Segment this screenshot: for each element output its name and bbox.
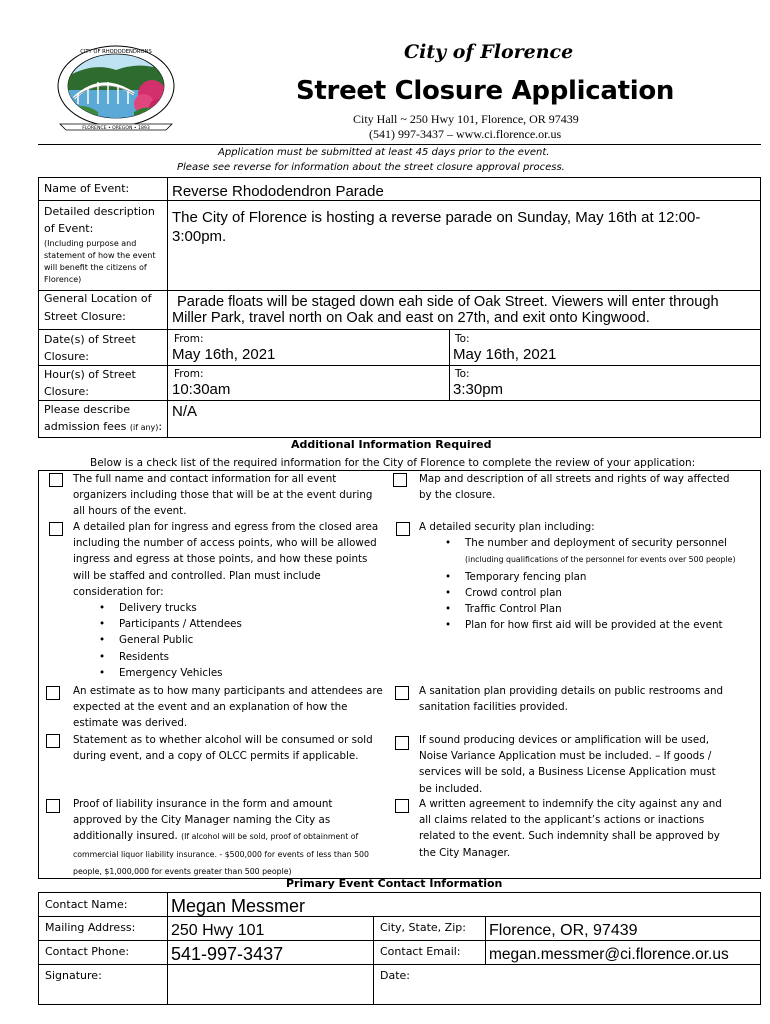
page-title: Street Closure Application (296, 76, 675, 106)
city-contact: (541) 997-3437 – www.ci.florence.or.us (369, 127, 562, 141)
signature-field[interactable] (170, 966, 370, 1002)
location-value[interactable]: Parade floats will be staged down eah side of Oak Street. Viewers will enter through Miller Park, travel north on Oak and east on 27th, and exit onto Kingwood. (172, 294, 719, 326)
checkbox-organizers[interactable] (49, 473, 63, 487)
checkbox-alcohol[interactable] (46, 734, 60, 748)
checkbox-sanitation[interactable] (395, 686, 409, 700)
bullet-delivery-trucks: • Delivery trucks (119, 600, 383, 616)
date-from-value[interactable]: May 16th, 2021 (172, 346, 276, 363)
hours-from-label: From: (174, 368, 204, 380)
city-state-zip-label: City, State, Zip: (380, 921, 466, 934)
checklist-item-alcohol: Statement as to whether alcohol will be consumed or sold during event, and a copy of OLCC permits if applicable. (73, 734, 373, 763)
checkbox-indemnity[interactable] (395, 799, 409, 813)
description-sub-label: (Including purpose and statement of how the event will benefit the citizens of Florence) (44, 239, 156, 284)
date-to-value[interactable]: May 16th, 2021 (453, 346, 557, 363)
ingress-plan-text: A detailed plan for ingress and egress from the closed area including the number of access points, who will be allowed ingress and egress at those points, and how these points will be staffed and controlled. Plan must include consideration for: (73, 521, 379, 598)
seal-ring-text: CITY OF RHODODENDRONS (80, 49, 152, 55)
signature-label: Signature: (45, 969, 102, 982)
hour-to-value[interactable]: 3:30pm (453, 381, 504, 398)
contact-name-value[interactable]: Megan Messmer (171, 896, 306, 916)
fees-label-line1: Please describe (44, 403, 131, 416)
checkbox-security-plan[interactable] (396, 522, 410, 536)
contact-section-title: Primary Event Contact Information (286, 877, 503, 890)
checklist-item-sanitation: A sanitation plan providing details on public restrooms and sanitation facilities provided. (419, 685, 724, 714)
fees-label-sub: (if any) (129, 423, 159, 432)
security-personnel-note: (including qualifications of the personnel for events over 500 people) (465, 555, 736, 565)
dates-from-label: From: (174, 333, 204, 345)
submission-note: Application must be submitted at least 45 days prior to the event. (218, 147, 550, 158)
date-field[interactable] (420, 966, 750, 1002)
bullet-security-personnel: • The number and deployment of security personnel (including qualifications of the personnel for events over 500 people) (465, 535, 749, 568)
location-label-line1: General Location of (44, 292, 152, 305)
checklist-item-estimate: An estimate as to how many participants and attendees are expected at the event and an explanation of how the estimate was derived. (73, 685, 383, 730)
description-label-line2: of Event: (44, 222, 94, 235)
hour-from-value[interactable]: 10:30am (172, 381, 231, 398)
checklist-item-indemnity: A written agreement to indemnify the city against any and all claims related to the applicant’s actions or inactions related to the event. Such indemnity shall be approved by the City Manager. (419, 798, 722, 859)
bullet-first-aid: • Plan for how first aid will be provided at the event (465, 617, 749, 633)
checkbox-sound[interactable] (395, 736, 409, 750)
checkbox-insurance[interactable] (46, 799, 60, 813)
description-label-line1: Detailed description (44, 205, 155, 218)
checklist-title: Additional Information Required (291, 438, 492, 451)
insurance-text: Proof of liability insurance in the form and amount approved by the City Manager naming the City as additionally insured. (73, 798, 333, 843)
insurance-small-text: (If alcohol will be sold, proof of obtainment of commercial liquor liability insurance. - $500,000 for events of less than 500 people, $1,000,000 for events greater than 500 people) (73, 832, 369, 876)
dates-label-line2: Closure: (44, 350, 89, 363)
checkbox-estimate[interactable] (46, 686, 60, 700)
checklist-item-organizers: The full name and contact information for all event organizers including those that will be at the event during all hours of the event. (73, 473, 373, 518)
bullet-crowd-control: • Crowd control plan (465, 585, 749, 601)
contact-email-label: Contact Email: (380, 945, 461, 958)
checklist-item-map: Map and description of all streets and rights of way affected by the closure. (419, 473, 730, 502)
checklist-intro: Below is a check list of the required information for the City of Florence to complete the review of your application: (90, 457, 696, 469)
security-plan-text: A detailed security plan including: (419, 521, 595, 533)
city-state-zip-value[interactable]: Florence, OR, 97439 (489, 922, 638, 939)
bullet-residents: • Residents (119, 649, 383, 665)
location-label-line2: Street Closure: (44, 310, 126, 323)
checklist-item-insurance (73, 796, 383, 880)
event-name-value[interactable]: Reverse Rhododendron Parade (172, 183, 384, 200)
mailing-address-value[interactable]: 250 Hwy 101 (171, 922, 265, 939)
contact-name-label: Contact Name: (45, 898, 128, 911)
city-name: City of Florence (404, 41, 574, 63)
checkbox-ingress-plan[interactable] (49, 522, 63, 536)
fees-value[interactable]: N/A (172, 403, 198, 420)
bullet-fencing: • Temporary fencing plan (465, 569, 749, 585)
contact-email-value[interactable]: megan.messmer@ci.florence.or.us (489, 946, 729, 963)
bullet-traffic-control: • Traffic Control Plan (465, 601, 749, 617)
dates-to-label: To: (455, 333, 470, 345)
date-label: Date: (380, 969, 410, 982)
dates-label-line1: Date(s) of Street (44, 333, 136, 346)
fees-label-line2: admission fees (44, 420, 127, 433)
bullet-general-public: • General Public (119, 632, 383, 648)
city-address: City Hall ~ 250 Hwy 101, Florence, OR 97439 (353, 112, 579, 126)
hours-label-line2: Closure: (44, 385, 89, 398)
mailing-address-label: Mailing Address: (45, 921, 136, 934)
bullet-emergency-vehicles: • Emergency Vehicles (119, 665, 383, 681)
hours-label-line1: Hour(s) of Street (44, 368, 136, 381)
description-value[interactable]: The City of Florence is hosting a reverse parade on Sunday, May 16th at 12:00-3:00pm. (172, 209, 701, 245)
checklist-item-security-plan (419, 519, 749, 633)
checkbox-map[interactable] (393, 473, 407, 487)
bullet-participants: • Participants / Attendees (119, 616, 383, 632)
city-seal-logo (54, 42, 182, 138)
contact-phone-value[interactable]: 541-997-3437 (171, 944, 284, 964)
reverse-note: Please see reverse for information about the street closure approval process. (177, 162, 565, 173)
contact-phone-label: Contact Phone: (45, 945, 130, 958)
event-name-label: Name of Event: (44, 182, 130, 195)
checklist-item-sound: If sound producing devices or amplification will be used, Noise Variance Application must be included. – If goods / services will be sold, a Business License Application must be included. (419, 734, 716, 795)
hours-to-label: To: (455, 368, 470, 380)
seal-bottom-text: FLORENCE • OREGON • 1893 (82, 126, 150, 131)
checklist-item-ingress-plan (73, 519, 383, 681)
